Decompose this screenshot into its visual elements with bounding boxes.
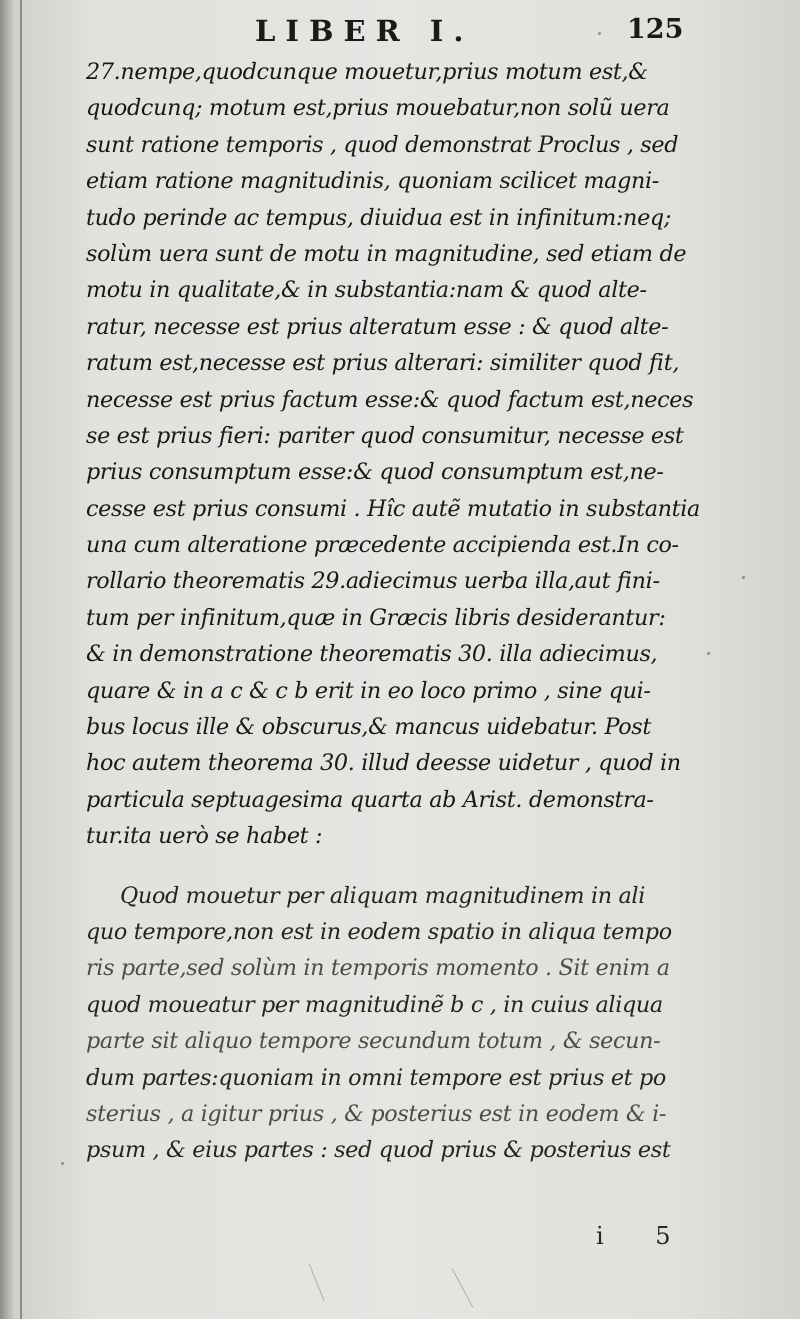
text-line: Quod mouetur per aliquam magnitudinem in ali [120, 882, 645, 909]
text-line: & in demonstratione theorematis 30. illa adiecimus, [86, 641, 658, 668]
text-line: cesse est prius consumi . Hîc autẽ mutatio in substantia [86, 495, 701, 522]
text-line: particula septuagesima quarta ab Arist. demonstra- [86, 786, 654, 813]
text-line: sterius , a igitur prius , & posterius est in eodem & i- [86, 1100, 667, 1127]
text-line: quodcunq; motum est,prius mouebatur,non solũ uera [86, 95, 670, 122]
signature-mark: i 5 [596, 1222, 693, 1250]
text-line: solùm uera sunt de motu in magnitudine, sed etiam de [86, 240, 687, 267]
text-line: ratur, necesse est prius alteratum esse : & quod alte- [86, 313, 669, 340]
text-line: motu in qualitate,& in substantia:nam & quod alte- [86, 277, 647, 304]
text-line: etiam ratione magnitudinis, quoniam scilicet magni- [86, 168, 659, 195]
book-spine-shadow [0, 0, 14, 1319]
text-line: quare & in a c & c b erit in eo loco primo , sine qui- [86, 677, 651, 704]
page-header [0, 14, 800, 54]
text-line: tum per infinitum,quæ in Græcis libris desiderantur: [86, 604, 666, 631]
text-line: quod moueatur per magnitudinẽ b c , in cuius aliqua [86, 991, 663, 1018]
text-line: rollario theorematis 29.adiecimus uerba illa,aut fini- [86, 568, 660, 595]
paper-speck [742, 576, 745, 579]
text-line: quo tempore,non est in eodem spatio in aliqua tempo [86, 918, 672, 945]
paper-crease [309, 1263, 325, 1300]
body-text [86, 54, 726, 1169]
text-line: ratum est,necesse est prius alterari: similiter quod fit, [86, 350, 680, 377]
text-line: una cum alteratione præcedente accipienda est.In co- [86, 532, 679, 559]
text-line: 27.nempe,quodcunque mouetur,prius motum est,& [86, 59, 648, 85]
paragraph-theorem [86, 878, 726, 1169]
text-line: hoc autem theorema 30. illud deesse uidetur , quod in [86, 750, 681, 777]
gutter-line [20, 0, 22, 1319]
text-line: dum partes:quoniam in omni tempore est prius et po [86, 1064, 667, 1091]
text-line: tudo perinde ac tempus, diuidua est in infinitum:neq; [86, 204, 672, 231]
paragraph-commentary [86, 54, 726, 855]
running-head: LIBER I. [255, 14, 474, 48]
text-line: ris parte,sed solùm in temporis momento . Sit enim a [86, 955, 670, 982]
paper-speck [61, 1162, 64, 1165]
text-line: sunt ratione temporis , quod demonstrat Proclus , sed [86, 131, 679, 158]
text-line: necesse est prius factum esse:& quod factum est,neces [86, 386, 694, 413]
text-line: psum , & eius partes : sed quod prius & posterius est [86, 1137, 671, 1164]
text-line: tur.ita uerò se habet : [86, 823, 323, 850]
paper-crease [452, 1268, 474, 1307]
text-line: prius consumptum esse:& quod consumptum est,ne- [86, 459, 664, 486]
text-line: se est prius fieri: pariter quod consumitur, necesse est [86, 422, 684, 449]
text-line: bus locus ille & obscurus,& mancus uidebatur. Post [86, 714, 652, 741]
text-line: parte sit aliquo tempore secundum totum , & secun- [86, 1028, 661, 1055]
page-number: 125 [627, 14, 684, 45]
